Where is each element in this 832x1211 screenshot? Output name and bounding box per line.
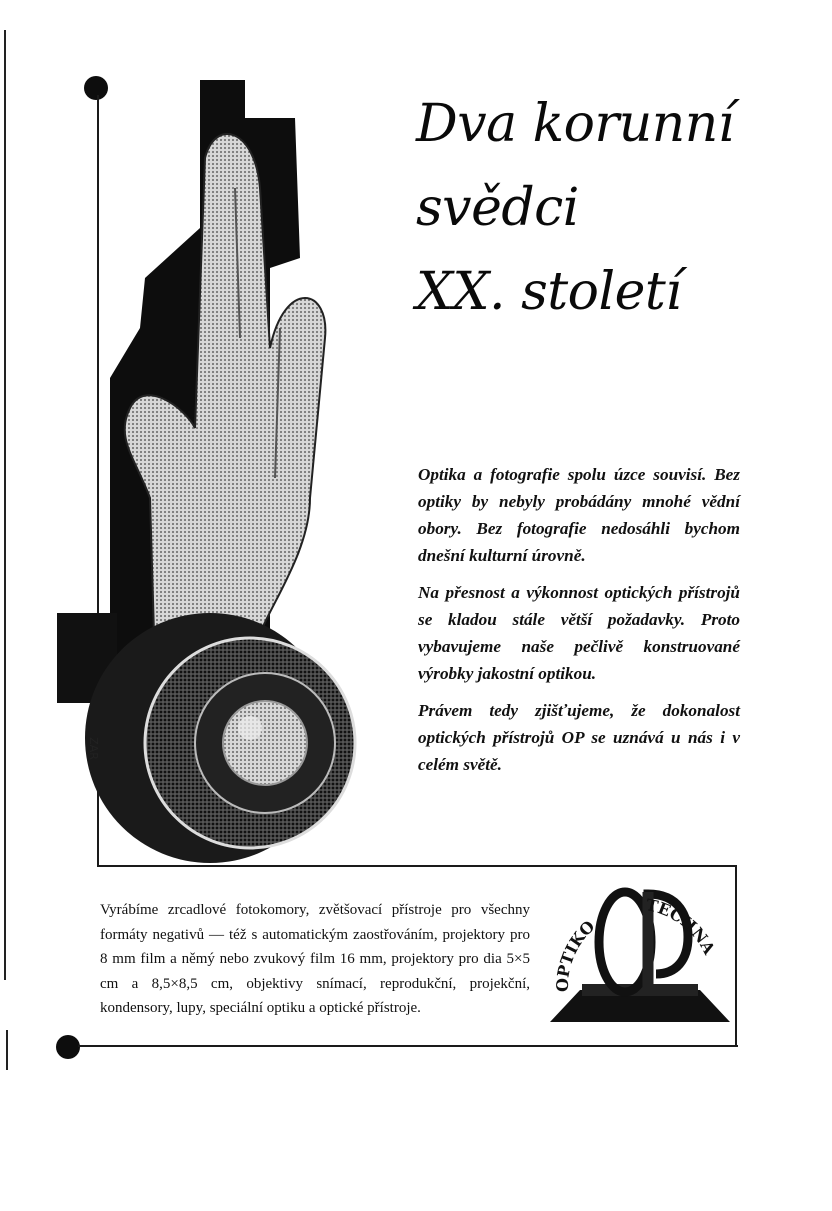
hand-lens-illustration (55, 78, 395, 868)
body-paragraph-2: Na přesnost a výkonnost optických přístrojů se kladou stále větší požadavky. Proto vybavujeme naše pečlivě konstruované výrobky jakostní optikou. (418, 583, 740, 683)
body-paragraph-1: Optika a fotografie spolu úzce souvisí. Bez optiky by nebyly probádány mnohé vědní obory. Bez fotografie nedosáhli bychom dnešní kulturní úrovně. (418, 465, 740, 565)
product-list-text: Vyrábíme zrcadlové fotokomory, zvětšovací přístroje pro všechny formáty negativů — též s automatickým zaostřováním, projektory pro 8 mm film a němý nebo zvukový film 16 mm, projektory pro dia 5×5 cm a 8,5×8,5 cm, objektivy snímací, reprodukční, projekční, kondensory, lupy, speciální optiku a optické přístroje. (100, 902, 530, 1016)
body-copy (418, 461, 740, 788)
optikotechna-logo (540, 872, 740, 1034)
headline-line-1: Dva korunní (416, 94, 734, 154)
headline (416, 82, 796, 334)
left-edge-mark-lower (6, 1030, 8, 1070)
lens-highlight (238, 716, 262, 740)
headline-line-3: XX. století (416, 262, 682, 322)
bottom-dot (56, 1035, 80, 1059)
headline-line-2: svědci (416, 178, 579, 238)
logo-arc-right: TECHNA (644, 895, 719, 958)
left-edge-mark (4, 30, 6, 980)
lens-glass (223, 701, 307, 785)
bottom-rule (78, 1045, 738, 1047)
logo-arc-left: OPTIKO (552, 916, 599, 993)
artist-signature: ZAR (86, 737, 100, 760)
body-paragraph-3: Právem tedy zjišťujeme, že dokonalost optických přístrojů OP se uznává u nás i v celém světě. (418, 701, 740, 774)
